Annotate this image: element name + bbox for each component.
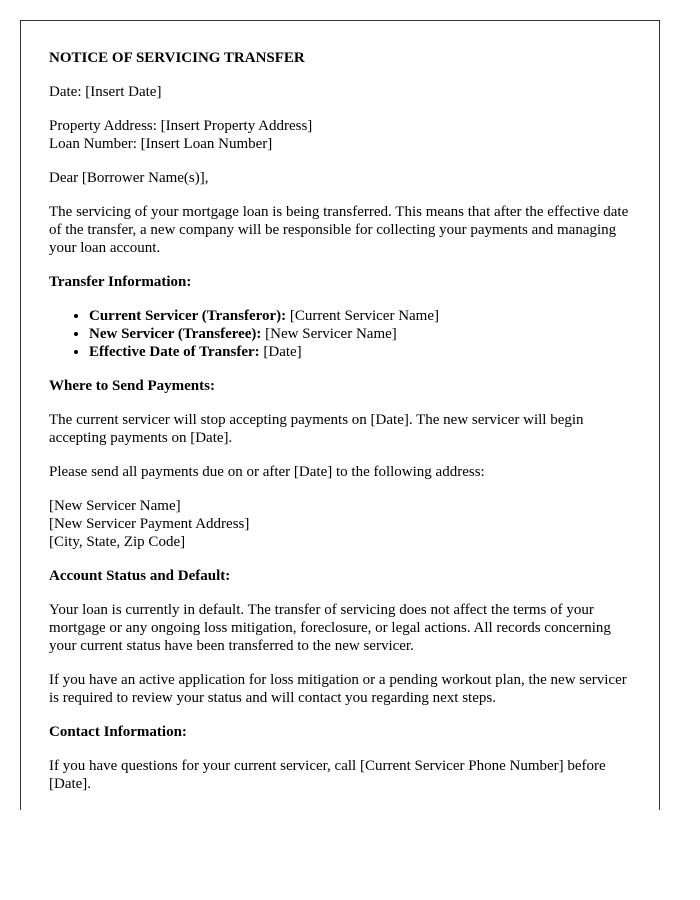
document-title: NOTICE OF SERVICING TRANSFER: [49, 50, 305, 66]
account-status-heading: Account Status and Default:: [49, 568, 231, 584]
transfer-info-heading: Transfer Information:: [49, 274, 192, 290]
address-line-city-state-zip: [City, State, Zip Code]: [49, 534, 186, 550]
property-info-block: [49, 117, 631, 153]
loan-number-line: Loan Number: [Insert Loan Number]: [49, 136, 273, 152]
new-servicer-label: New Servicer (Transferee):: [89, 326, 262, 342]
payments-heading: Where to Send Payments:: [49, 378, 215, 394]
notice-document: [20, 20, 660, 810]
intro-paragraph: The servicing of your mortgage loan is being transferred. This means that after the effective date of the transfer, a new company will be responsible for collecting your payments and managing your loan account.: [49, 204, 629, 256]
list-item: [89, 325, 631, 343]
contact-paragraph-1: If you have questions for your current servicer, call [Current Servicer Phone Number] before [Date].: [49, 758, 606, 792]
list-item: [89, 307, 631, 325]
address-line-servicer-name: [New Servicer Name]: [49, 498, 181, 514]
salutation: Dear [Borrower Name(s)],: [49, 170, 209, 186]
new-servicer-value: [New Servicer Name]: [261, 326, 397, 342]
property-address-line: Property Address: [Insert Property Address]: [49, 118, 313, 134]
payment-address-block: [49, 497, 631, 551]
current-servicer-value: [Current Servicer Name]: [286, 308, 440, 324]
account-status-paragraph-1: Your loan is currently in default. The transfer of servicing does not affect the terms of your mortgage or any ongoing loss mitigation, foreclosure, or legal actions. All records concerning your current status have been transferred to the new servicer.: [49, 602, 611, 654]
payments-paragraph-1: The current servicer will stop accepting payments on [Date]. The new servicer will begin accepting payments on [Date].: [49, 412, 584, 446]
list-item: [89, 343, 631, 361]
current-servicer-label: Current Servicer (Transferor):: [89, 308, 287, 324]
transfer-info-list: [49, 307, 631, 361]
account-status-paragraph-2: If you have an active application for loss mitigation or a pending workout plan, the new servicer is required to review your status and will contact you regarding next steps.: [49, 672, 627, 706]
effective-date-value: [Date]: [259, 344, 302, 360]
contact-heading: Contact Information:: [49, 724, 187, 740]
effective-date-label: Effective Date of Transfer:: [89, 344, 260, 360]
address-line-payment-address: [New Servicer Payment Address]: [49, 516, 250, 532]
payments-paragraph-2: Please send all payments due on or after [Date] to the following address:: [49, 464, 485, 480]
date-line: Date: [Insert Date]: [49, 84, 162, 100]
